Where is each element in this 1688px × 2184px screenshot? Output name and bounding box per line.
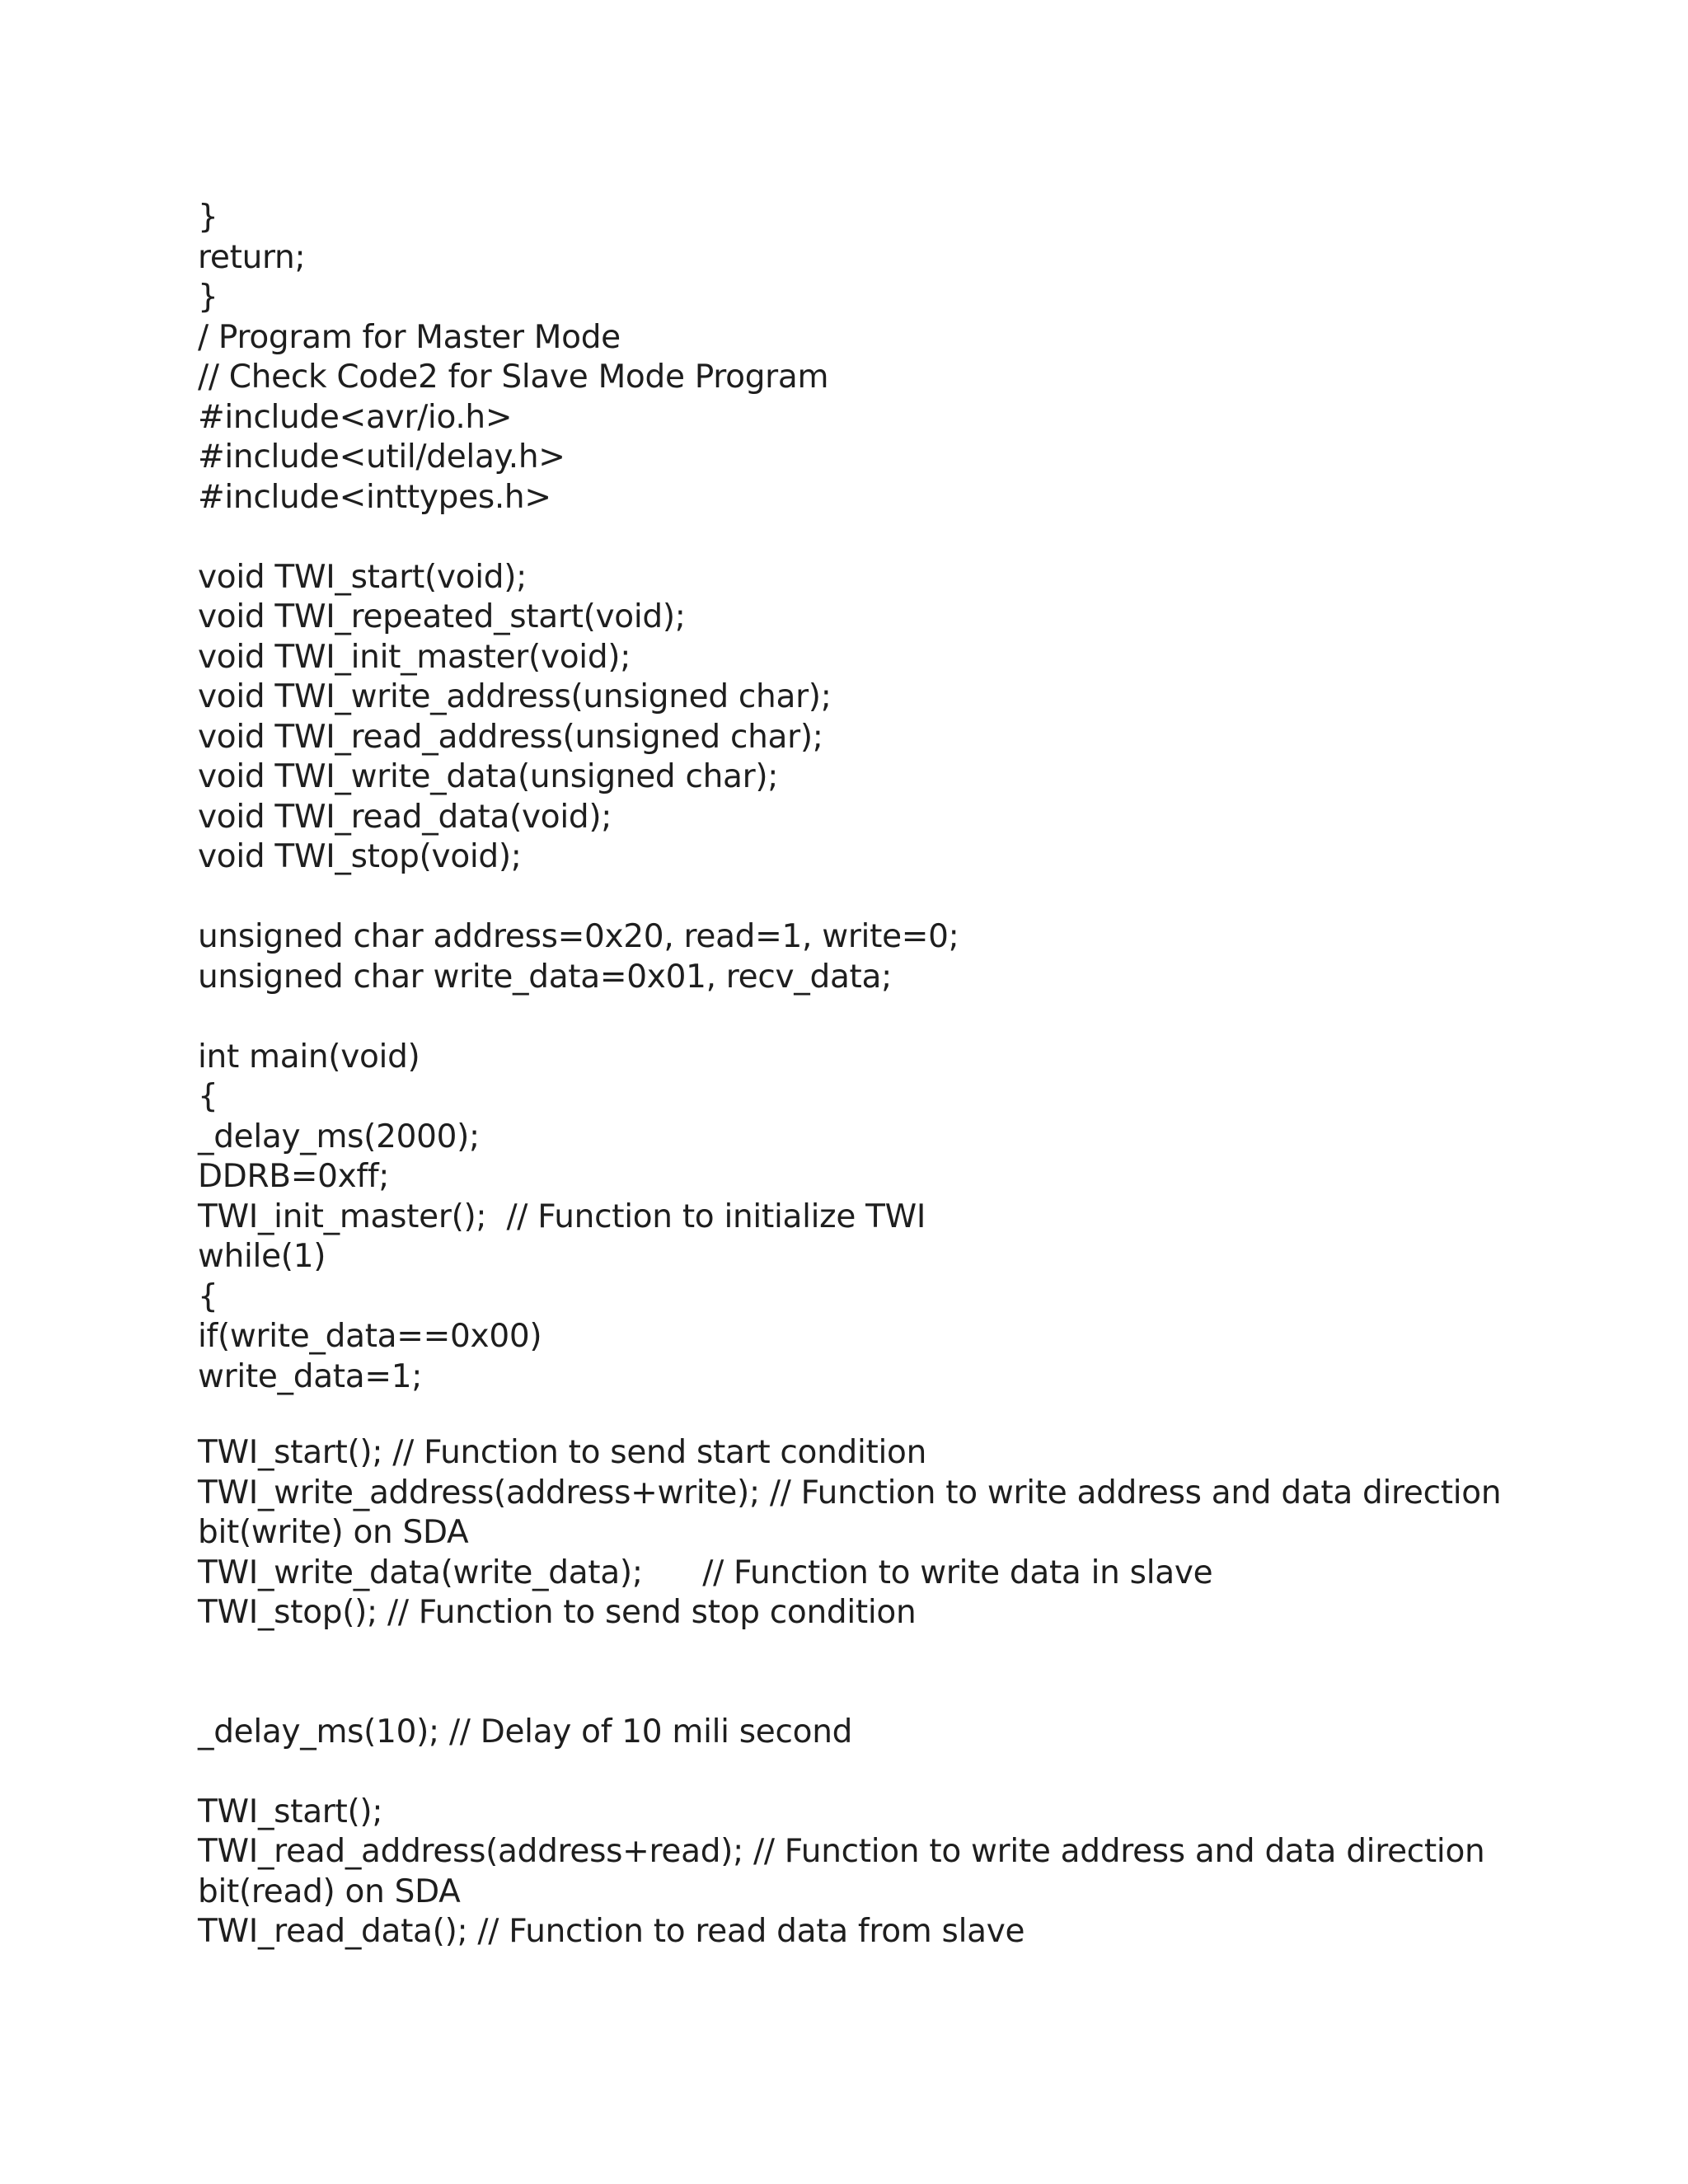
blank-line: [198, 1633, 1648, 1713]
code-line: bit(read) on SDA: [198, 1872, 461, 1910]
blank-line: [198, 997, 1648, 1038]
blank-line: [198, 878, 1648, 918]
code-line: TWI_start(); // Function to send start condition: [198, 1434, 927, 1471]
code-line: void TWI_stop(void);: [198, 838, 522, 875]
code-line: void TWI_write_address(unsigned char);: [198, 678, 832, 715]
code-line: }: [198, 279, 218, 316]
code-line: while(1): [198, 1238, 326, 1275]
code-line: TWI_start();: [198, 1793, 383, 1830]
code-line: DDRB=0xff;: [198, 1158, 390, 1195]
code-line: unsigned char address=0x20, read=1, write=0;: [198, 918, 959, 955]
code-line: // Check Code2 for Slave Mode Program: [198, 359, 829, 396]
code-line: {: [198, 1277, 218, 1315]
code-line: #include<util/delay.h>: [198, 438, 565, 476]
code-line: void TWI_write_data(unsigned char);: [198, 758, 779, 795]
code-line: / Program for Master Mode: [198, 318, 621, 356]
blank-line: [198, 1397, 1648, 1433]
code-line: void TWI_init_master(void);: [198, 638, 631, 676]
code-line: void TWI_repeated_start(void);: [198, 598, 686, 635]
blank-line: [198, 1752, 1648, 1793]
blank-line: [198, 518, 1648, 558]
code-line: TWI_write_address(address+write); // Function to write address and data direction: [198, 1474, 1502, 1511]
code-line: bit(write) on SDA: [198, 1514, 469, 1551]
code-line: void TWI_read_data(void);: [198, 798, 612, 836]
code-line: TWI_init_master(); // Function to initialize TWI: [198, 1197, 926, 1235]
code-line: {: [198, 1078, 218, 1115]
code-line: TWI_read_data(); // Function to read data from slave: [198, 1913, 1025, 1950]
code-line: write_data=1;: [198, 1357, 423, 1395]
code-line: int main(void): [198, 1038, 420, 1076]
code-line: unsigned char write_data=0x01, recv_data;: [198, 958, 892, 996]
code-line: if(write_data==0x00): [198, 1318, 542, 1355]
code-line: _delay_ms(2000);: [198, 1118, 480, 1155]
code-line: #include<avr/io.h>: [198, 398, 513, 436]
code-line: void TWI_start(void);: [198, 558, 527, 596]
code-line: }: [198, 199, 218, 236]
code-line: return;: [198, 238, 306, 276]
code-line: TWI_read_address(address+read); // Function to write address and data direction: [198, 1833, 1485, 1870]
code-line: _delay_ms(10); // Delay of 10 mili second: [198, 1713, 853, 1750]
code-line: #include<inttypes.h>: [198, 478, 551, 516]
code-line: void TWI_read_address(unsigned char);: [198, 718, 823, 756]
code-line: TWI_write_data(write_data); // Function to write data in slave: [198, 1554, 1213, 1591]
code-line: TWI_stop(); // Function to send stop condition: [198, 1594, 917, 1631]
code-listing: [198, 198, 1648, 1952]
